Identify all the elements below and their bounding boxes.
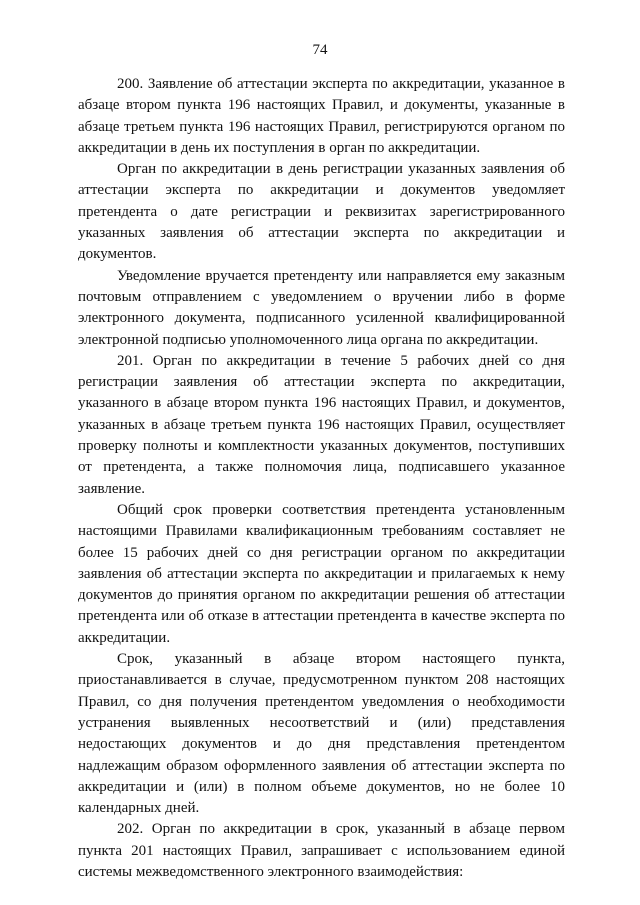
paragraph-notice-delivery: Уведомление вручается претенденту или направляется ему заказным почтовым отправлением с уведомлением о вручении либо в форме электронного документа, подписанного усиленной квалифицированной электронной подписью уполномоченного лица органа по аккредитации. xyxy=(78,267,565,348)
page-number: 74 xyxy=(312,42,328,58)
document-body xyxy=(78,74,565,883)
paragraph-term-suspension: Срок, указанный в абзаце втором настоящего пункта, приостанавливается в случае, предусмотренном пунктом 208 настоящих Правил, со дня получения претендентом уведомления о необходимости устранения выявленных несоответствий и (или) представления недостающих документов и до дня представления претендентом надлежащим образом оформленного заявления об аттестации эксперта по аккредитации и (или) в полном объеме документов, но не более 10 календарных дней. xyxy=(78,651,565,817)
paragraph-202: 202. Орган по аккредитации в срок, указанный в абзаце первом пункта 201 настоящих Правил, запрашивает с использованием единой системы межведомственного электронного взаимодействия: xyxy=(78,821,565,880)
paragraph-review-term: Общий срок проверки соответствия претендента установленным настоящими Правилами квалификационным требованиям составляет не более 15 рабочих дней со дня регистрации органом по аккредитации заявления об аттестации эксперта по аккредитации и прилагаемых к нему документов до принятия органом по аккредитации решения об аттестации претендента или об отказе в аттестации претендента в качестве эксперта по аккредитации. xyxy=(78,501,565,646)
paragraph-registration-notice: Орган по аккредитации в день регистрации указанных заявления об аттестации эксперта по аккредитации и документов уведомляет претендента о дате регистрации и реквизитах зарегистрированного указанных заявления об аттестации эксперта по аккредитации и документов. xyxy=(78,161,565,263)
paragraph-200: 200. Заявление об аттестации эксперта по аккредитации, указанное в абзаце втором пункта 196 настоящих Правил, и документы, указанные в абзаце третьем пункта 196 настоящих Правил, регистрируются органом по аккредитации в день их поступления в орган по аккредитации. xyxy=(78,76,565,156)
paragraph-201: 201. Орган по аккредитации в течение 5 рабочих дней со дня регистрации заявления об аттестации эксперта по аккредитации, указанного в абзаце втором пункта 196 настоящих Правил, и документов, указанных в абзаце третьем пункта 196 настоящих Правил, осуществляет проверку полноты и комплектности указанных документов, поступивших от претендента, а также полномочия лица, подписавшего указанное заявление. xyxy=(78,352,565,497)
